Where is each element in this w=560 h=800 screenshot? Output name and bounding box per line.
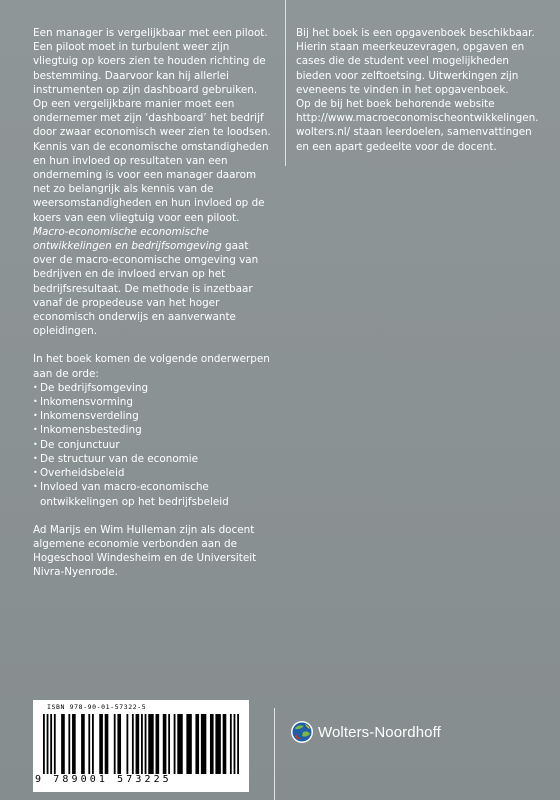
barcode-bar <box>148 714 153 774</box>
barcode-bar <box>174 714 176 774</box>
barcode-bar <box>47 714 49 774</box>
topic-item: • Overheidsbeleid <box>33 466 273 480</box>
barcode-bar <box>99 714 103 774</box>
topic-item: • Inkomensvorming <box>33 395 273 409</box>
barcode-bar <box>215 714 220 774</box>
barcode-bar <box>230 714 232 774</box>
barcode-bar <box>195 714 199 774</box>
topics-intro: In het boek komen de volgende onderwerpen aan de orde: <box>33 353 270 380</box>
isbn-label: ISBN 978-90-01-57322-5 <box>47 703 147 711</box>
book-description-text: gaat over de macro-economische omgeving van bedrijven en de invloed ervan op het bedrijfsresultaat. De methode is inzetbaar vanaf de propedeuse van het hoger economisch onderwijs en aanverwante opleidingen. <box>33 240 259 338</box>
book-description <box>33 225 273 339</box>
barcode-bar <box>126 714 128 774</box>
barcode-bar <box>81 714 85 774</box>
intro-paragraph: Een manager is vergelijkbaar met een piloot. Een piloot moet in turbulent weer zijn vliegtuig op koers zien te houden richting de bestemming. Daarvoor kan hij allerlei instrumenten op zijn dashboard gebruiken. Op een vergelijkbare manier moet een ondernemer met zijn ‘dashboard’ het bedrijf door zwaar economisch weer zien te loodsen. Kennis van de economische omstandigheden en hun invloed op resultaten van een onderneming is voor een manager daarom net zo belangrijk als kennis van de weersomstandigheden en hun invloed op de koers van een vliegtuig voor een piloot. <box>33 27 271 224</box>
topic-item: • Inkomensbesteding <box>33 423 273 437</box>
barcode-number: 9 789001 573225 <box>35 774 172 785</box>
barcode-bar <box>156 714 160 774</box>
topic-item: • De structuur van de economie <box>33 452 273 466</box>
barcode-bar <box>114 714 116 774</box>
column-divider <box>285 0 286 166</box>
globe-logo-icon <box>290 720 314 744</box>
left-column <box>33 26 273 580</box>
barcode-bar <box>163 714 167 774</box>
barcode-bar <box>237 714 239 774</box>
workbook-paragraph: Bij het boek is een opgavenboek beschikbaar. Hierin staan meerkeuzevragen, opgaven en cases die de student veel mogelijkheden bieden voor zelftoetsing. Uitwerkingen zijn eveneens te vinden in het opgavenboek. <box>296 27 535 96</box>
barcode-bar <box>50 714 52 774</box>
barcode-bar <box>43 714 45 774</box>
right-column <box>296 26 539 154</box>
publisher-logo <box>290 718 441 746</box>
spacer <box>33 338 273 352</box>
barcode-bar <box>177 714 182 774</box>
authors-paragraph: Ad Marijs en Wim Hulleman zijn als docent algemene economie verbonden aan de Hogeschool Windesheim en de Universiteit Nivra-Nyenrode. <box>33 523 257 579</box>
barcode-bar <box>68 714 70 774</box>
barcode-bar <box>105 714 109 774</box>
barcode-image <box>39 714 243 774</box>
barcode-bar <box>132 714 134 774</box>
barcode-bar <box>201 714 206 774</box>
topics-list <box>33 381 273 509</box>
barcode-bar <box>186 714 191 774</box>
barcode-bar <box>88 714 90 774</box>
website-paragraph: Op de bij het boek behorende website http://www.macroeconomischeontwikkelingen. wolters.nl/ staan leerdoelen, samenvattingen en een apart gedeelte voor de docent. <box>296 98 539 153</box>
barcode-bar <box>145 714 147 774</box>
barcode-bar <box>92 714 94 774</box>
barcode-bar <box>117 714 121 774</box>
barcode-bar <box>72 714 76 774</box>
barcode-bar <box>210 714 214 774</box>
publisher-name: Wolters-Noordhoff <box>318 723 441 741</box>
topic-item: • De conjunctuur <box>33 438 273 452</box>
topic-item: • Inkomensverdeling <box>33 409 273 423</box>
barcode-bar <box>61 714 65 774</box>
barcode-box <box>33 700 249 792</box>
barcode-bar <box>223 714 227 774</box>
spacer <box>33 509 273 523</box>
topic-item: • Invloed van macro-economische ontwikkelingen op het bedrijfsbeleid <box>33 480 273 508</box>
bottom-divider <box>274 708 275 800</box>
barcode-bar <box>141 714 143 774</box>
barcode-bar <box>136 714 140 774</box>
book-title: Macro-economische economische ontwikkelingen en bedrijfsomgeving <box>33 225 222 253</box>
barcode-bar <box>54 714 56 774</box>
barcode-bar <box>234 714 236 774</box>
topic-item: • De bedrijfsomgeving <box>33 381 273 395</box>
barcode-bar <box>168 714 170 774</box>
